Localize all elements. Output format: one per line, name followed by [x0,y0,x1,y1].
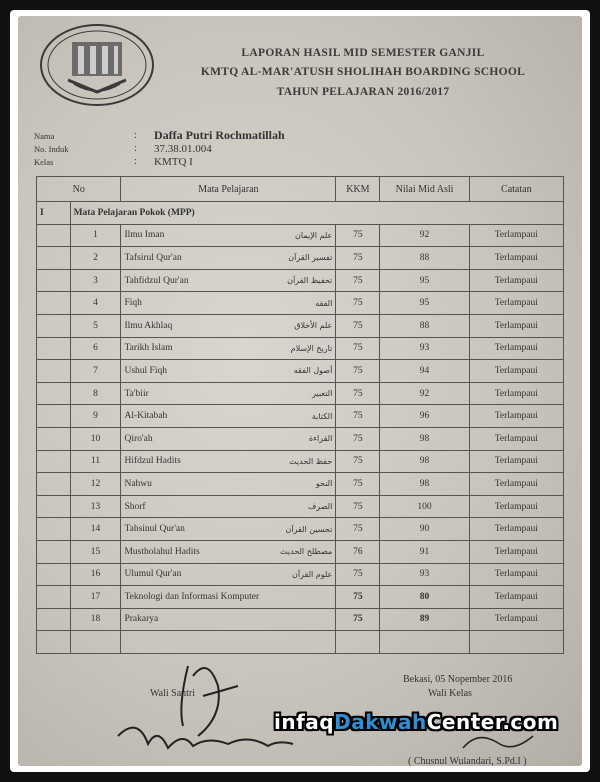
note-cell: Terlampaui [469,405,563,428]
subject-name: Fiqh [124,298,142,309]
student-id: 37.38.01.004 [154,142,212,155]
school-name: KMTQ AL-MAR'ATUSH SHOLIHAH BOARDING SCHOOL [200,66,526,78]
kkm-cell: 75 [336,314,380,337]
note-cell: Terlampaui [469,382,563,405]
table-row [37,450,564,473]
score-cell: 88 [380,314,469,337]
kkm-cell: 75 [336,405,380,428]
subject-name: Tahfidzul Qur'an [124,275,189,286]
score-cell: 98 [380,450,469,473]
row-number: 9 [70,405,121,428]
table-header-row [37,177,564,202]
empty-cell [121,631,336,654]
note-cell: Terlampaui [469,427,563,450]
student-name-row [34,129,285,142]
empty-cell [37,314,71,337]
empty-cell [37,495,71,518]
subject-cell [121,586,336,609]
table-row [37,473,564,496]
subject-name: Tafsirul Qur'an [124,252,182,263]
subject-cell [121,382,336,405]
score-cell: 98 [380,473,469,496]
table-row [37,495,564,518]
subject-name: Ilmu Akhlaq [124,320,173,331]
subject-name: Ulumul Qur'an [124,569,182,580]
row-number: 2 [70,247,121,270]
place-date: Bekasi, 05 Nopember 2016 [403,674,513,685]
row-number: 6 [70,337,121,360]
score-cell: 96 [380,405,469,428]
score-cell: 91 [380,540,469,563]
subject-arabic: القراءة [309,434,333,444]
empty-cell [70,631,121,654]
score-cell: 90 [380,518,469,541]
row-number: 18 [70,608,121,631]
row-number: 5 [70,314,121,337]
kkm-cell: 75 [336,586,380,609]
kkm-cell: 75 [336,292,380,315]
subject-name: Ushul Fiqh [124,365,167,376]
subject-cell [121,563,336,586]
kkm-cell: 75 [336,337,380,360]
table-row [37,247,564,270]
row-number: 3 [70,269,121,292]
empty-cell [37,405,71,428]
subject-arabic: حفظ الحديث [289,456,333,466]
score-cell: 92 [380,382,469,405]
note-cell: Terlampaui [469,586,563,609]
subject-cell [121,518,336,541]
subject-arabic: تحسين القرآن [285,524,333,534]
table-row [37,360,564,383]
score-cell: 100 [380,495,469,518]
student-name: Daffa Putri Rochmatillah [154,128,285,142]
subject-name: Prakarya [124,614,159,625]
score-cell: 92 [380,224,469,247]
empty-cell [469,631,563,654]
subject-arabic: علم الإيمان [295,230,333,240]
row-number: 16 [70,563,121,586]
homeroom-label: Wali Kelas [428,688,472,699]
student-class: KMTQ I [154,155,193,168]
empty-cell [37,540,71,563]
note-cell: Terlampaui [469,247,563,270]
photo-frame [10,10,590,772]
empty-cell [37,382,71,405]
empty-cell [380,631,469,654]
subject-cell [121,540,336,563]
empty-row [37,631,564,654]
kkm-cell: 75 [336,427,380,450]
watermark-part2: Dakwah [334,710,427,734]
row-number: 8 [70,382,121,405]
note-cell: Terlampaui [469,540,563,563]
table-row [37,382,564,405]
empty-cell [37,631,71,654]
note-cell: Terlampaui [469,360,563,383]
subject-arabic: الكتابة [311,411,333,421]
guardian-label: Wali Santri [150,688,196,699]
grades-table [36,176,564,654]
homeroom-name: ( Chusnul Wulandari, S.Pd.I ) [408,756,527,766]
empty-cell [37,292,71,315]
score-cell: 80 [380,586,469,609]
table-row [37,518,564,541]
score-cell: 95 [380,292,469,315]
subject-name: Tahsinul Qur'an [124,524,185,535]
note-cell: Terlampaui [469,292,563,315]
empty-cell [37,450,71,473]
note-cell: Terlampaui [469,518,563,541]
academic-year: TAHUN PELAJARAN 2016/2017 [276,86,450,98]
note-cell: Terlampaui [469,450,563,473]
score-cell: 93 [380,337,469,360]
subject-cell [121,450,336,473]
note-cell: Terlampaui [469,563,563,586]
header-no: No [37,177,121,202]
kkm-cell: 75 [336,450,380,473]
kkm-cell: 76 [336,540,380,563]
subject-name: Nahwu [124,478,152,489]
kkm-cell: 75 [336,224,380,247]
empty-cell [37,563,71,586]
student-info [34,129,285,168]
empty-cell [336,631,380,654]
empty-cell [37,608,71,631]
class-label: Kelas [34,156,54,167]
subject-arabic: التعبير [312,389,333,399]
table-row [37,269,564,292]
subject-arabic: تاريخ الإسلام [290,343,333,353]
kkm-cell: 75 [336,382,380,405]
name-label: Nama [34,130,55,141]
student-class-row [34,155,285,168]
row-number: 12 [70,473,121,496]
section-row [37,202,564,225]
subject-name: Teknologi dan Informasi Komputer [124,591,260,602]
note-cell: Terlampaui [469,495,563,518]
header-kkm: KKM [336,177,380,202]
subject-arabic: مصطلح الحديث [280,547,333,557]
kkm-cell: 75 [336,495,380,518]
row-number: 14 [70,518,121,541]
subject-cell [121,495,336,518]
subject-arabic: أصول الفقه [293,366,333,376]
subject-cell [121,608,336,631]
section-number: I [37,202,71,225]
subject-cell [121,224,336,247]
subject-cell [121,314,336,337]
kkm-cell: 75 [336,269,380,292]
table-row [37,337,564,360]
table-row [37,405,564,428]
table-row [37,292,564,315]
empty-cell [37,473,71,496]
score-cell: 88 [380,247,469,270]
subject-cell [121,427,336,450]
table-row [37,224,564,247]
subject-name: Qiro'ah [124,433,153,444]
subject-cell [121,473,336,496]
row-number: 10 [70,427,121,450]
table-row [37,314,564,337]
student-id-row [34,142,285,155]
subject-cell [121,337,336,360]
table-row [37,563,564,586]
empty-cell [37,586,71,609]
kkm-cell: 75 [336,247,380,270]
colon: : [134,143,137,154]
empty-cell [37,427,71,450]
kkm-cell: 75 [336,608,380,631]
note-cell: Terlampaui [469,473,563,496]
table-row [37,586,564,609]
subject-arabic: علوم القرآن [292,569,333,579]
row-number: 7 [70,360,121,383]
school-logo [38,22,156,108]
subject-cell [121,405,336,428]
row-number: 4 [70,292,121,315]
subject-cell [121,247,336,270]
empty-cell [37,247,71,270]
kkm-cell: 75 [336,473,380,496]
score-cell: 89 [380,608,469,631]
kkm-cell: 75 [336,563,380,586]
score-cell: 94 [380,360,469,383]
subject-arabic: علم الأخلاق [294,321,333,331]
guardian-signature [98,656,298,756]
row-number: 17 [70,586,121,609]
header-score: Nilai Mid Asli [380,177,469,202]
score-cell: 98 [380,427,469,450]
colon: : [134,156,137,167]
row-number: 13 [70,495,121,518]
note-cell: Terlampaui [469,314,563,337]
row-number: 1 [70,224,121,247]
note-cell: Terlampaui [469,269,563,292]
watermark-part3: Center.com [426,710,559,734]
subject-arabic: الفقه [315,298,333,308]
watermark [274,710,558,734]
row-number: 15 [70,540,121,563]
table-row [37,540,564,563]
empty-cell [37,518,71,541]
subject-name: Tarikh Islam [124,343,173,354]
note-cell: Terlampaui [469,224,563,247]
table-row [37,427,564,450]
section-title: Mata Pelajaran Pokok (MPP) [70,202,563,225]
empty-cell [37,269,71,292]
kkm-cell: 75 [336,360,380,383]
score-cell: 95 [380,269,469,292]
header-subject: Mata Pelajaran [121,177,336,202]
subject-name: Hifdzul Hadits [124,456,181,467]
empty-cell [37,360,71,383]
empty-cell [37,224,71,247]
subject-arabic: تفسير القرآن [288,253,333,263]
subject-cell [121,360,336,383]
subject-name: Al-Kitabah [124,411,168,422]
subject-name: Ta'biir [124,388,149,399]
subject-name: Shorf [124,501,146,512]
id-label: No. Induk [34,143,69,154]
subject-arabic: النحو [315,479,333,489]
watermark-part1: infaq [274,710,335,734]
header-note: Catatan [469,177,563,202]
subject-arabic: الصرف [307,502,333,512]
note-cell: Terlampaui [469,608,563,631]
subject-cell [121,292,336,315]
kkm-cell: 75 [336,518,380,541]
table-row [37,608,564,631]
subject-name: Ilmu Iman [124,230,165,241]
subject-arabic: تحفيظ القرآن [287,276,333,286]
note-cell: Terlampaui [469,337,563,360]
row-number: 11 [70,450,121,473]
score-cell: 93 [380,563,469,586]
report-paper [18,16,582,766]
subject-cell [121,269,336,292]
report-title: LAPORAN HASIL MID SEMESTER GANJIL [241,47,485,59]
colon: : [134,130,137,141]
subject-name: Mustholahul Hadits [124,546,200,557]
empty-cell [37,337,71,360]
